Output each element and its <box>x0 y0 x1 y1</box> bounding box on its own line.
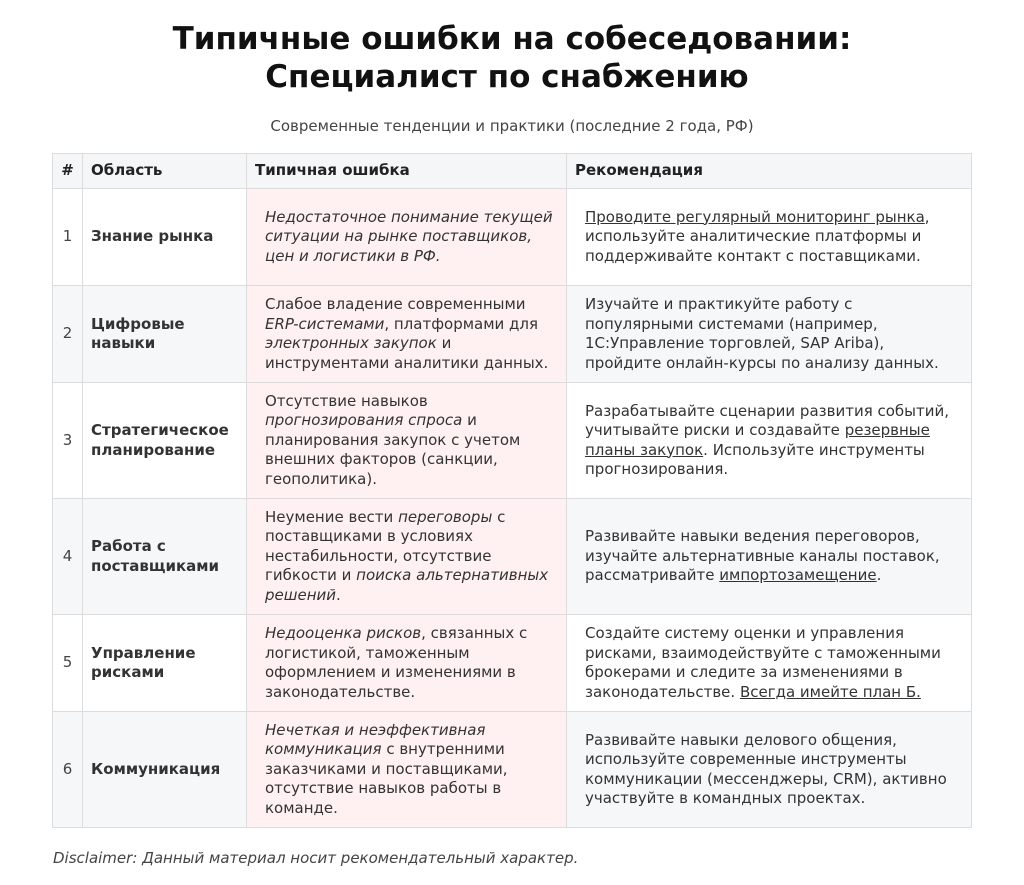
row-area: Стратегическое планирование <box>83 383 247 499</box>
mistake-text <box>255 721 558 819</box>
underlined-text: импортозамещение <box>719 566 877 585</box>
row-area: Знание рынка <box>83 189 247 286</box>
disclaimer: Disclaimer: Данный материал носит рекомендательный характер. <box>53 849 579 867</box>
text-segment: с поставщиками в условиях нестабильности, отсутствие гибкости и <box>265 507 506 585</box>
mistake-text <box>255 508 558 606</box>
row-recommendation <box>567 286 972 383</box>
recommendation-text <box>575 402 963 480</box>
mistake-text <box>255 295 558 373</box>
page-subtitle: Современные тенденции и практики (последние 2 года, РФ) <box>270 117 754 135</box>
header-area: Область <box>83 154 247 189</box>
row-area: Работа с поставщиками <box>83 499 247 615</box>
row-mistake <box>247 189 567 286</box>
row-recommendation <box>567 712 972 828</box>
underlined-text: Проводите регулярный мониторинг рынка <box>585 207 925 226</box>
text-segment: , связанных с логистикой, таможенным оформлением и изменениями в законодательстве. <box>265 624 528 701</box>
mistake-text <box>255 208 558 267</box>
page-title <box>0 20 1024 96</box>
table-row <box>53 383 972 499</box>
text-segment: Разрабатывайте сценарии развития событий, учитывайте риски и создавайте <box>585 401 950 439</box>
table-row <box>53 712 972 828</box>
emphasis-text: прогнозирования спроса <box>265 411 463 430</box>
table-row <box>53 499 972 615</box>
row-number: 6 <box>53 712 83 828</box>
text-segment: , используйте аналитические платформы и поддерживайте контакт с поставщиками. <box>585 207 930 265</box>
row-mistake <box>247 383 567 499</box>
underlined-text: резервные планы закупок <box>585 421 930 459</box>
emphasis-text: поиска альтернативных решений <box>265 566 549 604</box>
header-recommendation: Рекомендация <box>567 154 972 189</box>
table-header-row <box>53 154 972 189</box>
text-segment: Отсутствие навыков <box>265 391 428 410</box>
row-mistake <box>247 499 567 615</box>
row-recommendation <box>567 383 972 499</box>
table-row <box>53 286 972 383</box>
row-number: 3 <box>53 383 83 499</box>
row-number: 2 <box>53 286 83 383</box>
text-segment: Неумение вести <box>265 507 399 526</box>
recommendation-text <box>575 208 963 267</box>
text-segment: Слабое владение современными <box>265 295 526 313</box>
header-number: # <box>53 154 83 189</box>
text-segment: Создайте систему оценки и управления рисками, взаимодействуйте с таможенными брокерами и следите за изменениями в законодательстве. <box>585 624 941 701</box>
text-segment: с внутренними заказчиками и поставщиками, отсутствие навыков работы в команде. <box>265 740 508 817</box>
text-segment: и планирования закупок с учетом внешних факторов (санкции, геополитика). <box>265 411 521 488</box>
mistake-text <box>255 624 558 702</box>
emphasis-text: электронных закупок <box>265 334 437 352</box>
title-line-1: Типичные ошибки на собеседовании: <box>172 21 852 57</box>
row-area: Коммуникация <box>83 712 247 828</box>
emphasis-text: Недооценка рисков <box>265 624 422 642</box>
recommendation-text <box>575 731 963 809</box>
text-segment: , платформами для <box>384 314 539 333</box>
text-segment: Развивайте навыки делового общения, используйте современные инструменты коммуникации (мессенджеры, CRM), активно участвуйте в командных проектах. <box>585 730 947 807</box>
text-segment: . <box>876 566 882 585</box>
row-area: Цифровые навыки <box>83 286 247 383</box>
text-segment: . <box>336 585 341 604</box>
recommendation-text <box>575 624 963 702</box>
table-row <box>53 615 972 712</box>
mistakes-table <box>52 153 972 828</box>
row-recommendation <box>567 499 972 615</box>
underlined-text: Всегда имейте план Б. <box>739 682 921 701</box>
table-row <box>53 189 972 286</box>
row-number: 5 <box>53 615 83 712</box>
row-mistake <box>247 615 567 712</box>
emphasis-text: Недостаточное понимание текущей ситуации на рынке поставщиков, цен и логистики в РФ. <box>265 207 553 265</box>
row-area: Управление рисками <box>83 615 247 712</box>
row-number: 4 <box>53 499 83 615</box>
row-recommendation <box>567 189 972 286</box>
text-segment: и инструментами аналитики данных. <box>265 334 549 372</box>
title-line-2: Специалист по снабжению <box>265 59 749 95</box>
emphasis-text: ERP-системами <box>265 314 385 333</box>
mistake-text <box>255 392 558 490</box>
text-segment: Развивайте навыки ведения переговоров, изучайте альтернативные каналы поставок, рассматривайте <box>585 527 940 585</box>
text-segment: Изучайте и практикуйте работу с популярными системами (например, 1С:Управление торговлей, SAP Ariba), пройдите онлайн-курсы по анализу данных. <box>585 295 939 372</box>
row-number: 1 <box>53 189 83 286</box>
text-segment: . Используйте инструменты прогнозирования. <box>585 440 925 478</box>
header-mistake: Типичная ошибка <box>247 154 567 189</box>
row-recommendation <box>567 615 972 712</box>
row-mistake <box>247 286 567 383</box>
emphasis-text: переговоры <box>398 507 493 526</box>
row-mistake <box>247 712 567 828</box>
recommendation-text <box>575 527 963 586</box>
recommendation-text <box>575 295 963 373</box>
emphasis-text: Нечеткая и неэффективная коммуникация <box>265 720 486 759</box>
